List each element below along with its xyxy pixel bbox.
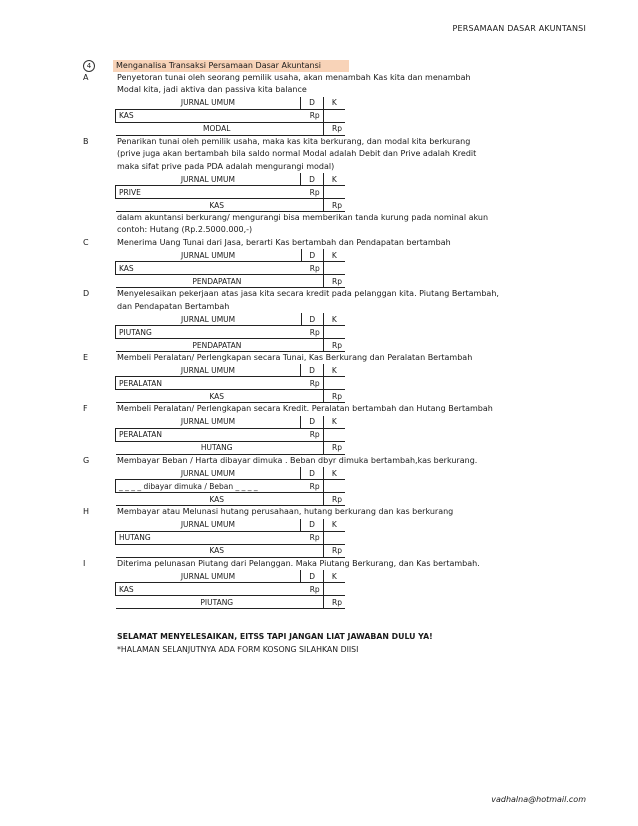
debit-column-header: D (301, 416, 323, 429)
credit-value-cell: Rp (323, 275, 345, 288)
empty-debit-cell (301, 493, 323, 506)
debit-column-header: D (301, 364, 323, 377)
journal-table (115, 416, 345, 455)
journal-row (116, 377, 346, 390)
journal-table (115, 173, 345, 212)
journal-row (116, 428, 346, 441)
transaction-item (83, 403, 530, 454)
journal-row (116, 173, 346, 186)
credit-account-cell: KAS (116, 390, 301, 403)
transaction-item (83, 136, 530, 237)
journal-row (116, 249, 346, 262)
journal-row (116, 583, 346, 596)
journal-row (116, 416, 346, 429)
transaction-letter: E (83, 353, 89, 363)
credit-account-cell: MODAL (116, 122, 301, 135)
debit-account-cell: KAS (116, 262, 302, 275)
transaction-description-line: Membeli Peralatan/ Perlengkapan secara Kredit. Peralatan bertambah dan Hutang Bertambah (117, 404, 493, 414)
credit-column-header: K (323, 173, 345, 186)
journal-row (116, 326, 346, 339)
credit-value-cell: Rp (323, 596, 345, 609)
debit-account-cell: PERALATAN (116, 377, 301, 390)
transaction-item (83, 558, 530, 609)
transaction-description-line: Diterima pelunasan Piutang dari Pelanggan. Maka Piutang Berkurang, dan Kas bertambah. (117, 558, 480, 568)
journal-row (116, 441, 346, 454)
journal-row (116, 199, 346, 212)
credit-column-header: K (323, 467, 345, 480)
credit-account-cell: PIUTANG (116, 596, 301, 609)
journal-header-title: JURNAL UMUM (116, 249, 302, 262)
transaction-letter: I (83, 558, 86, 568)
credit-account-cell: KAS (116, 199, 301, 212)
debit-account-cell: KAS (116, 109, 301, 122)
journal-row (116, 390, 346, 403)
credit-value-cell: Rp (323, 493, 345, 506)
credit-column-header: K (323, 249, 345, 262)
empty-debit-cell (301, 441, 323, 454)
empty-credit-cell (323, 377, 345, 390)
transaction-letter: F (83, 404, 88, 414)
debit-value-cell: Rp (301, 531, 323, 544)
empty-credit-cell (323, 109, 345, 122)
transaction-letter: D (83, 289, 90, 299)
debit-column-header: D (301, 467, 323, 480)
journal-table (115, 467, 345, 506)
credit-account-cell: KAS (116, 493, 301, 506)
debit-column-header: D (301, 173, 323, 186)
journal-table (115, 313, 345, 352)
debit-account-cell: PRIVE (116, 186, 301, 199)
journal-row (116, 531, 346, 544)
journal-table (115, 519, 345, 558)
empty-debit-cell (301, 122, 323, 135)
debit-value-cell: Rp (301, 428, 323, 441)
empty-debit-cell (301, 199, 323, 212)
empty-credit-cell (323, 531, 345, 544)
credit-account-cell: KAS (116, 544, 301, 557)
empty-credit-cell (323, 326, 345, 339)
transaction-letter: H (83, 507, 90, 517)
debit-account-cell: HUTANG (116, 531, 301, 544)
journal-row (116, 122, 346, 135)
empty-debit-cell (301, 596, 323, 609)
journal-header-title: JURNAL UMUM (116, 416, 301, 429)
credit-column-header: K (323, 364, 345, 377)
journal-row (116, 186, 346, 199)
journal-header-title: JURNAL UMUM (116, 570, 301, 583)
section-title: Menganalisa Transaksi Persamaan Dasar Akuntansi (113, 60, 349, 72)
transaction-description-line: Membayar Beban / Harta dibayar dimuka . Beban dbyr dimuka bertambah,kas berkurang. (117, 455, 478, 465)
journal-row (116, 97, 346, 110)
transaction-letter: C (83, 237, 89, 247)
journal-table (115, 97, 345, 136)
empty-debit-cell (301, 390, 323, 403)
debit-value-cell: Rp (301, 326, 323, 339)
journal-row (116, 544, 346, 557)
journal-row (116, 519, 346, 532)
credit-account-cell: PENDAPATAN (116, 339, 302, 352)
journal-header-title: JURNAL UMUM (116, 467, 301, 480)
transaction-list (83, 72, 530, 609)
transaction-item (83, 506, 530, 557)
transaction-description-line: (prive juga akan bertambah bila saldo normal Modal adalah Debit dan Prive adalah Kredit (117, 149, 477, 159)
transaction-item (83, 288, 530, 352)
transaction-note-line: contoh: Hutang (Rp.2.5000.000,-) (117, 225, 253, 235)
section-title-row (86, 60, 530, 72)
journal-row (116, 364, 346, 377)
transaction-description-line: Penarikan tunai oleh pemilik usaha, maka kas kita berkurang, dan modal kita berkurang (117, 136, 471, 146)
debit-value-cell: Rp (301, 480, 323, 493)
section-number-badge: 4 (83, 60, 95, 72)
journal-table (115, 249, 345, 288)
debit-account-cell: PIUTANG (116, 326, 302, 339)
transaction-letter: G (83, 455, 90, 465)
closing-message: SELAMAT MENYELESAIKAN, EITSS TAPI JANGAN LIAT JAWABAN DULU YA! (117, 632, 433, 642)
next-page-note: *HALAMAN SELANJUTNYA ADA FORM KOSONG SILAHKAN DIISI (117, 644, 359, 654)
debit-account-cell: KAS (116, 583, 301, 596)
journal-header-title: JURNAL UMUM (116, 364, 301, 377)
debit-value-cell: Rp (301, 583, 323, 596)
credit-column-header: K (323, 97, 345, 110)
journal-row (116, 480, 346, 493)
debit-column-header: D (301, 519, 323, 532)
debit-column-header: D (301, 313, 323, 326)
transaction-description-line: Menerima Uang Tunai dari Jasa, berarti Kas bertambah dan Pendapatan bertambah (117, 237, 451, 247)
empty-credit-cell (323, 480, 345, 493)
empty-credit-cell (323, 262, 345, 275)
transaction-item (83, 72, 530, 136)
credit-value-cell: Rp (323, 390, 345, 403)
journal-row (116, 313, 346, 326)
transaction-description-line: dan Pendapatan Bertambah (117, 301, 230, 311)
credit-value-cell: Rp (323, 199, 345, 212)
transaction-item (83, 352, 530, 403)
debit-column-header: D (301, 570, 323, 583)
journal-row (116, 493, 346, 506)
credit-account-cell: PENDAPATAN (116, 275, 302, 288)
credit-column-header: K (323, 570, 345, 583)
debit-account-cell: PERALATAN (116, 428, 301, 441)
credit-column-header: K (323, 313, 345, 326)
transaction-description-line: Membayar atau Melunasi hutang perusahaan, hutang berkurang dan kas berkurang (117, 507, 454, 517)
transaction-description-line: Penyetoran tunai oleh seorang pemilik usaha, akan menambah Kas kita dan menambah (117, 73, 471, 82)
debit-value-cell: Rp (301, 109, 323, 122)
debit-column-header: D (301, 97, 323, 110)
credit-column-header: K (323, 416, 345, 429)
empty-credit-cell (323, 428, 345, 441)
transaction-note-line: dalam akuntansi berkurang/ mengurangi bisa memberikan tanda kurung pada nominal akun (117, 213, 489, 223)
journal-row (116, 339, 346, 352)
journal-header-title: JURNAL UMUM (116, 519, 301, 532)
credit-value-cell: Rp (323, 339, 345, 352)
empty-debit-cell (301, 275, 323, 288)
empty-credit-cell (323, 583, 345, 596)
debit-value-cell: Rp (301, 377, 323, 390)
credit-value-cell: Rp (323, 544, 345, 557)
journal-row (116, 570, 346, 583)
journal-row (116, 109, 346, 122)
worksheet-content (83, 60, 530, 656)
journal-table (115, 364, 345, 403)
credit-value-cell: Rp (323, 122, 345, 135)
journal-row (116, 262, 346, 275)
transaction-description-line: Menyelesaikan pekerjaan atas jasa kita secara kredit pada pelanggan kita. Piutang Bertambah, (117, 289, 499, 299)
journal-table (115, 570, 345, 609)
debit-account-cell: _ _ _ _ dibayar dimuka / Beban _ _ _ _ (116, 480, 301, 493)
journal-row (116, 467, 346, 480)
journal-row (116, 275, 346, 288)
journal-header-title: JURNAL UMUM (116, 97, 301, 110)
transaction-letter: B (83, 136, 89, 146)
transaction-description-line: maka sifat prive pada PDA adalah mengurangi modal) (117, 161, 335, 171)
transaction-letter: A (83, 73, 89, 82)
credit-account-cell: HUTANG (116, 441, 301, 454)
page-header-title: PERSAMAAN DASAR AKUNTANSI (452, 24, 586, 33)
transaction-item (83, 455, 530, 506)
transaction-description-line: Modal kita, jadi aktiva dan passiva kita balance (117, 85, 307, 95)
debit-value-cell: Rp (301, 186, 323, 199)
debit-column-header: D (301, 249, 323, 262)
credit-value-cell: Rp (323, 441, 345, 454)
transaction-description-line: Membeli Peralatan/ Perlengkapan secara Tunai, Kas Berkurang dan Peralatan Bertambah (117, 353, 473, 363)
debit-value-cell: Rp (301, 262, 323, 275)
footer-email: vadhalna@hotmail.com (491, 795, 586, 804)
journal-header-title: JURNAL UMUM (116, 173, 301, 186)
empty-debit-cell (301, 339, 323, 352)
credit-column-header: K (323, 519, 345, 532)
transaction-item (83, 237, 530, 288)
journal-header-title: JURNAL UMUM (116, 313, 302, 326)
journal-row (116, 596, 346, 609)
empty-debit-cell (301, 544, 323, 557)
empty-credit-cell (323, 186, 345, 199)
